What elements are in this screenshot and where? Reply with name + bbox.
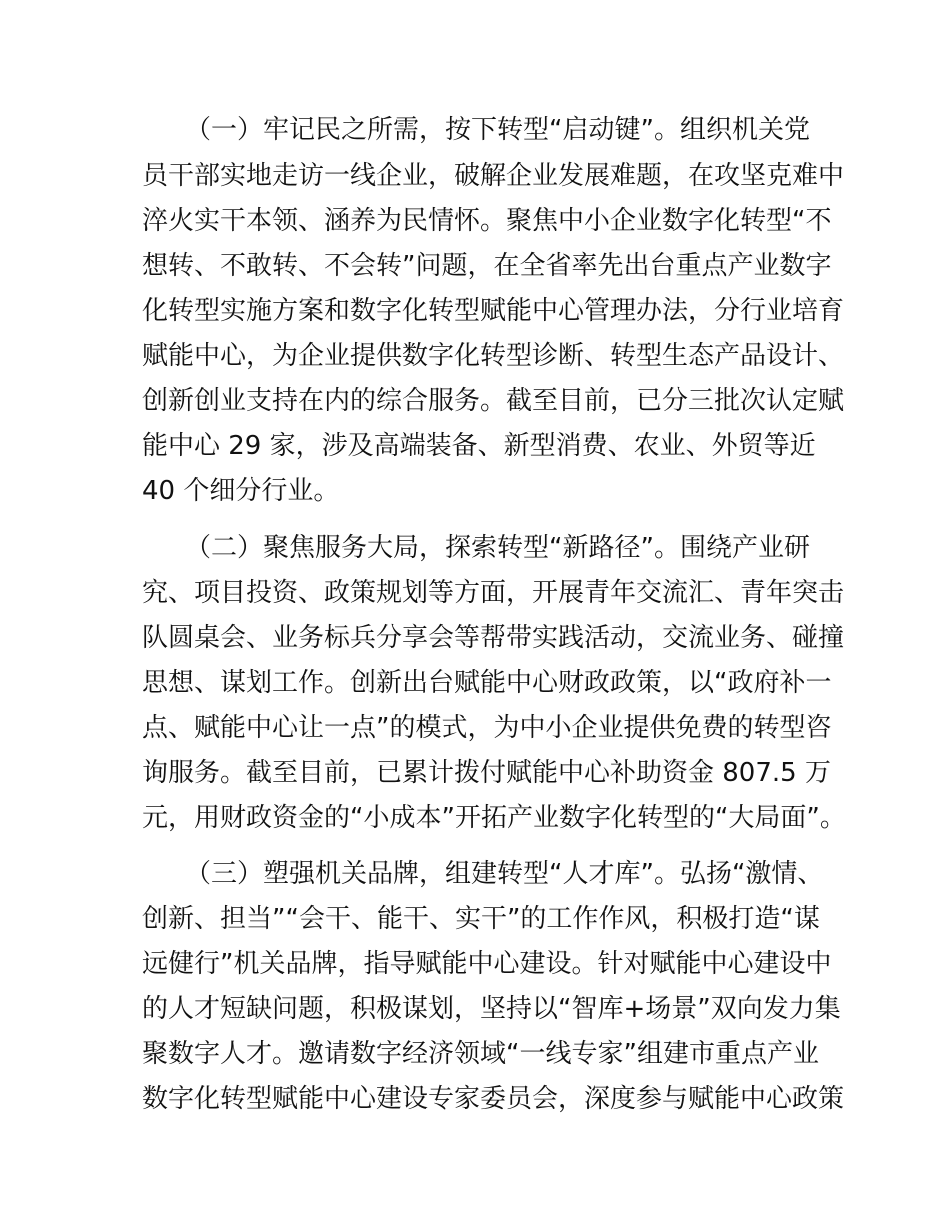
- text-line: 远健行”机关品牌，指导赋能中心建设。针对赋能中心建设中: [142, 949, 832, 979]
- text-line: 思想、谋划工作。创新出台赋能中心财政政策，以“政府补一: [142, 668, 832, 698]
- text-line: 点、赋能中心让一点”的模式，为中小企业提供免费的转型咨: [142, 713, 832, 743]
- text-line: 员干部实地走访一线企业，破解企业发展难题，在攻坚克难中: [142, 161, 845, 191]
- text-line: 究、项目投资、政策规划等方面，开展青年交流汇、青年突击: [142, 578, 845, 608]
- text-line: 创新、担当”“会干、能干、实干”的工作作风，积极打造“谋: [142, 904, 820, 934]
- text-line: 化转型实施方案和数字化转型赋能中心管理办法，分行业培育: [142, 296, 845, 326]
- text-line: 队圆桌会、业务标兵分享会等帮带实践活动，交流业务、碰撞: [142, 623, 845, 653]
- text-line: 询服务。截至目前，已累计拨付赋能中心补助资金 807.5 万: [142, 758, 831, 788]
- text-line: （一）牢记民之所需，按下转型“启动键”。组织机关党: [185, 115, 810, 145]
- text-line: 淬火实干本领、涵养为民情怀。聚焦中小企业数字化转型“不: [142, 206, 832, 236]
- text-line: 能中心 29 家，涉及高端装备、新型消费、农业、外贸等近: [142, 431, 816, 461]
- text-line: （二）聚焦服务大局，探索转型“新路径”。围绕产业研: [185, 533, 810, 563]
- text-line: 聚数字人才。邀请数字经济领域“一线专家”组建市重点产业: [142, 1039, 819, 1069]
- text-line: （三）塑强机关品牌，组建转型“人才库”。弘扬“激情、: [185, 859, 824, 889]
- text-line: 元，用财政资金的“小成本”开拓产业数字化转型的“大局面”。: [142, 803, 846, 833]
- text-line: 的人才短缺问题，积极谋划，坚持以“智库+场景”双向发力集: [142, 994, 841, 1024]
- text-line: 想转、不敢转、不会转”问题，在全省率先出台重点产业数字: [142, 251, 832, 281]
- text-line: 数字化转型赋能中心建设专家委员会，深度参与赋能中心政策: [142, 1084, 845, 1114]
- text-line: 40 个细分行业。: [142, 476, 340, 506]
- text-line: 创新创业支持在内的综合服务。截至目前，已分三批次认定赋: [142, 386, 845, 416]
- text-line: 赋能中心，为企业提供数字化转型诊断、转型生态产品设计、: [142, 341, 845, 371]
